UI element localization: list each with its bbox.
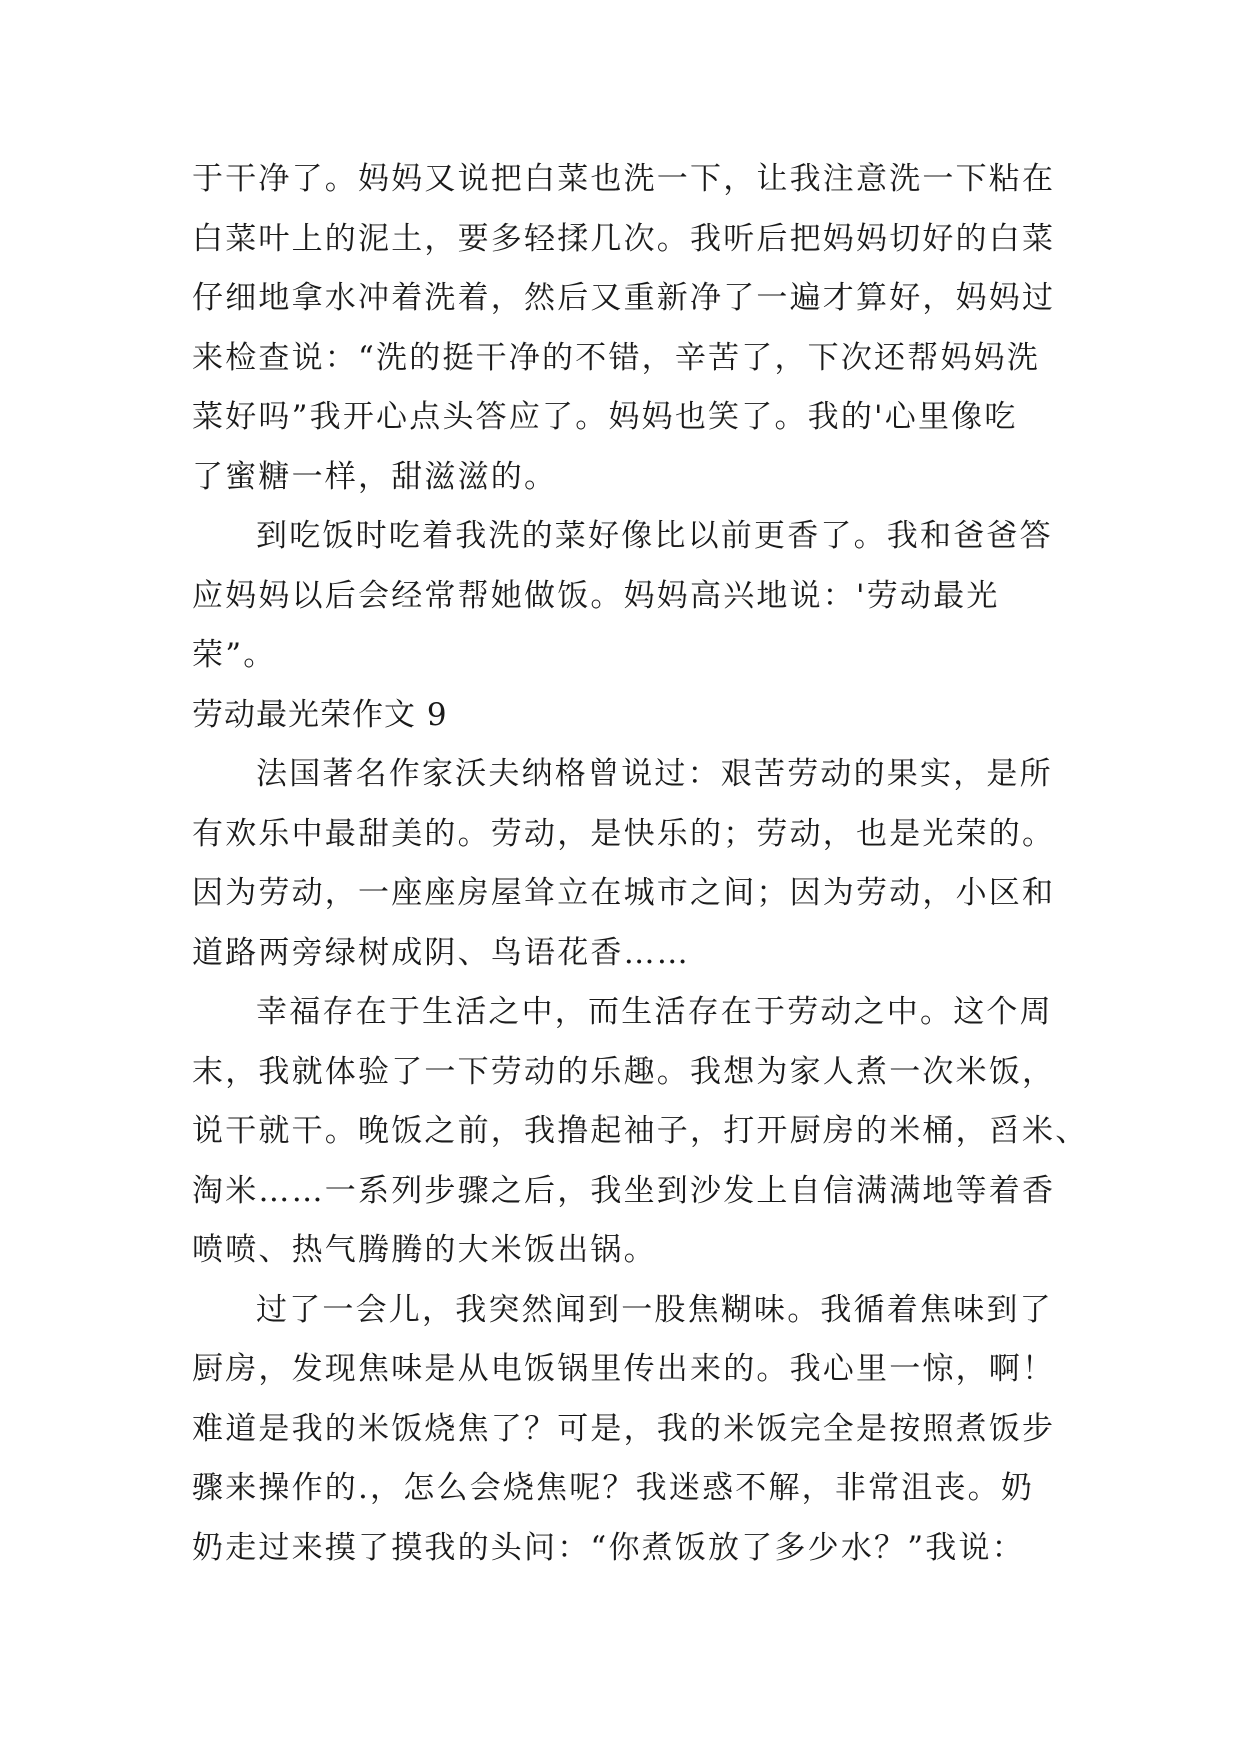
paragraph-first-line: 法国著名作家沃夫纳格曾说过：艰苦劳动的果实，是所	[256, 756, 1053, 792]
paragraph-first-line: 过了一会儿，我突然闻到一股焦糊味。我循着焦味到了	[256, 1291, 1053, 1328]
text-line: 菜好吗”我开心点头答应了。妈妈也笑了。我的'心里像吃	[192, 399, 1018, 435]
text-line: 骤来操作的.，怎么会烧焦呢？我迷惑不解，非常沮丧。奶	[192, 1470, 1035, 1506]
text-line: 厨房，发现焦味是从电饭锅里传出来的。我心里一惊，啊！	[192, 1351, 1056, 1387]
text-line: 来检查说：“洗的挺干净的不错，辛苦了，下次还帮妈妈洗	[192, 339, 1041, 376]
paragraph-first-line: 到吃饭时吃着我洗的菜好像比以前更香了。我和爸爸答	[256, 518, 1053, 554]
text-line: 道路两旁绿树成阴、鸟语花香……	[192, 934, 690, 971]
text-line: 应妈妈以后会经常帮她做饭。妈妈高兴地说：'劳动最光	[192, 577, 1000, 614]
text-line: 仔细地拿水冲着洗着，然后又重新净了一遍才算好，妈妈过	[192, 280, 1056, 316]
text-line: 末，我就体验了一下劳动的乐趣。我想为家人煮一次米饭，	[192, 1053, 1056, 1090]
text-line: 奶走过来摸了摸我的头问：“你煮饭放了多少水？”我说：	[192, 1529, 1025, 1566]
document-body	[192, 150, 1089, 1578]
text-line: 难道是我的米饭烧焦了？可是，我的米饭完全是按照煮饭步	[192, 1410, 1056, 1447]
text-line: 了蜜糖一样，甜滋滋的。	[192, 458, 558, 495]
paragraph-first-line: 幸福存在于生活之中，而生活存在于劳动之中。这个周	[256, 994, 1053, 1030]
section-heading: 劳动最光荣作文 9	[192, 696, 448, 733]
text-line: 喷喷、热气腾腾的大米饭出锅。	[192, 1232, 657, 1268]
text-line: 于干净了。妈妈又说把白菜也洗一下，让我注意洗一下粘在	[192, 161, 1056, 197]
text-line: 荣”。	[192, 637, 277, 673]
text-line: 白菜叶上的泥土，要多轻揉几次。我听后把妈妈切好的白菜	[192, 220, 1056, 257]
text-line: 因为劳动，一座座房屋耸立在城市之间；因为劳动，小区和	[192, 875, 1056, 911]
text-line: 有欢乐中最甜美的。劳动，是快乐的；劳动，也是光荣的。	[192, 815, 1056, 852]
text-line: 说干就干。晚饭之前，我撸起袖子，打开厨房的米桶，舀米、	[192, 1113, 1089, 1149]
text-line: 淘米……一系列步骤之后，我坐到沙发上自信满满地等着香	[192, 1172, 1056, 1209]
